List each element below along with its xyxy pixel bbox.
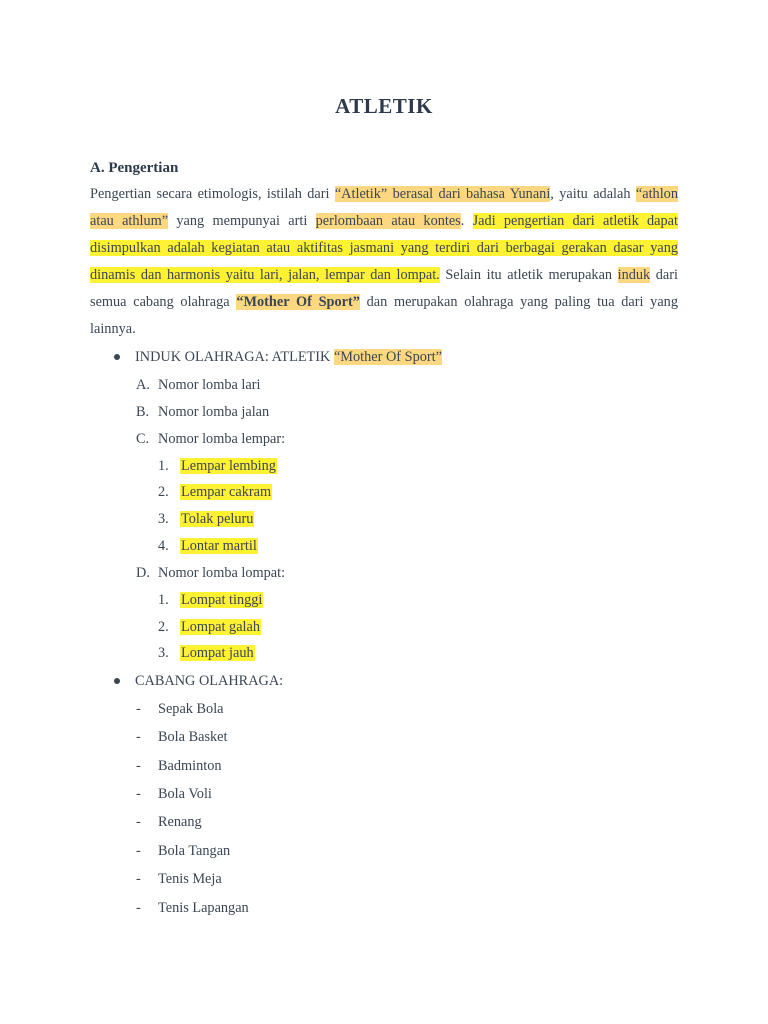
list-item — [180, 590, 263, 610]
list-marker: 1. — [158, 592, 169, 608]
list-item: Tenis Lapangan — [158, 900, 249, 916]
paragraph-text: dan merupakan olahraga yang paling tua dari yang lainnya. — [90, 294, 678, 337]
list-item: Bola Tangan — [158, 843, 231, 859]
list-item-label: Lontar martil — [181, 538, 257, 554]
induk-heading — [135, 347, 442, 367]
list-marker: C. — [136, 431, 150, 447]
list-item-label: Lompat jauh — [181, 645, 254, 661]
highlight-athlon: “athlon atau athlum” — [90, 186, 678, 229]
list-marker: B. — [136, 404, 150, 420]
list-marker: 4. — [158, 538, 169, 554]
dash-marker: - — [136, 814, 141, 830]
paragraph-text: , yaitu adalah — [550, 186, 636, 202]
list-item: Nomor lomba jalan — [158, 404, 270, 420]
list-item-label: Lompat galah — [181, 619, 261, 635]
list-item — [180, 509, 254, 529]
list-item: Bola Basket — [158, 729, 228, 745]
list-item: Renang — [158, 814, 202, 830]
document-title: ATLETIK — [335, 94, 433, 118]
list-marker: 2. — [158, 484, 169, 500]
list-item: Nomor lomba lari — [158, 377, 261, 393]
list-item — [180, 536, 258, 556]
highlight-definition: Jadi pengertian dari atletik dapat disimpulkan adalah kegiatan atau aktifitas jasmani yang terdiri dari berbagai gerakan dasar yang dinamis dan harmonis yaitu lari, jalan, lempar dan lompat. — [90, 213, 678, 283]
highlight-perlombaan: perlombaan atau kontes — [315, 213, 461, 229]
dash-marker: - — [136, 843, 141, 859]
list-item — [180, 482, 272, 502]
list-item: Badminton — [158, 758, 222, 774]
highlight-mother-of-sport: “Mother Of Sport” — [236, 294, 360, 310]
list-marker: 3. — [158, 511, 169, 527]
list-item — [180, 617, 261, 637]
list-marker: 2. — [158, 619, 169, 635]
list-item: Nomor lomba lempar: — [158, 431, 286, 447]
list-item: Nomor lomba lompat: — [158, 565, 286, 581]
highlight-induk: induk — [617, 267, 651, 283]
list-marker: D. — [136, 565, 150, 581]
paragraph-text: dari semua cabang olahraga — [90, 267, 678, 310]
list-item-label: Lempar lembing — [181, 458, 276, 474]
cabang-heading: CABANG OLAHRAGA: — [135, 673, 284, 689]
dash-marker: - — [136, 701, 141, 717]
induk-label: INDUK OLAHRAGA: ATLETIK — [135, 349, 334, 365]
list-marker: A. — [136, 377, 150, 393]
dash-marker: - — [136, 786, 141, 802]
dash-marker: - — [136, 871, 141, 887]
bullet-icon — [114, 678, 120, 684]
paragraph-text: Selain itu atletik merupakan — [439, 267, 618, 283]
paragraph-text: yang mempunyai arti — [168, 213, 316, 229]
bullet-icon — [114, 354, 120, 360]
list-item — [180, 456, 277, 476]
dash-marker: - — [136, 900, 141, 916]
dash-marker: - — [136, 729, 141, 745]
list-item-label: Lempar cakram — [181, 484, 272, 500]
list-item — [180, 643, 255, 663]
highlight-atletik-origin: “Atletik” berasal dari bahasa Yunani — [334, 186, 551, 202]
list-item-label: Lompat tinggi — [181, 592, 263, 608]
list-item-label: Tolak peluru — [181, 511, 254, 527]
dash-marker: - — [136, 758, 141, 774]
list-marker: 3. — [158, 645, 169, 661]
list-marker: 1. — [158, 458, 169, 474]
paragraph-text: Pengertian secara etimologis, istilah dari — [90, 186, 335, 202]
paragraph-text: . — [460, 213, 473, 229]
list-item: Sepak Bola — [158, 701, 224, 717]
section-heading: A. Pengertian — [90, 160, 179, 176]
definition-paragraph — [90, 181, 678, 343]
list-item: Bola Voli — [158, 786, 212, 802]
induk-highlight: “Mother Of Sport” — [333, 349, 442, 365]
list-item: Tenis Meja — [158, 871, 222, 887]
